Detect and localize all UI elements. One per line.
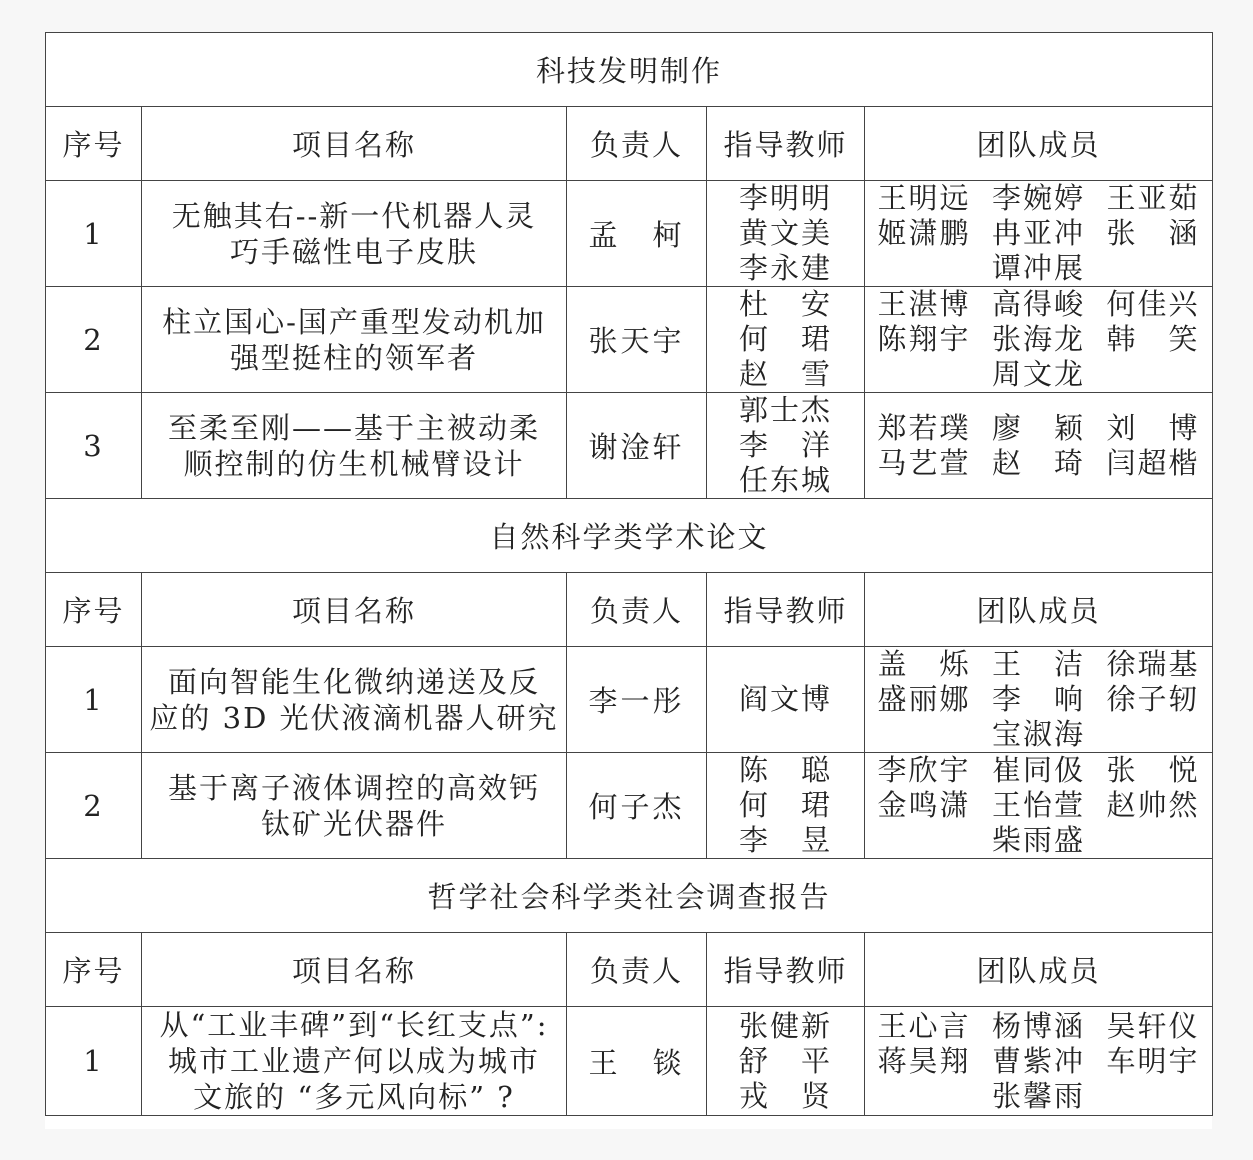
row-number: 2 [46, 287, 142, 393]
row-number: 3 [46, 393, 142, 499]
col-header-members: 团队成员 [865, 107, 1213, 181]
member-name: 韩 笑 [1106, 322, 1200, 356]
project-name-line: 城市工业遗产何以成为城市 [167, 1044, 540, 1078]
member-name: 陈翔宇 [877, 322, 971, 356]
award-table-sheet [45, 32, 1212, 1129]
member-name: 盛丽娜 [877, 682, 971, 716]
row-number: 1 [46, 647, 142, 753]
leader-name: 李一彤 [567, 647, 707, 753]
project-name [142, 647, 567, 753]
project-name-line: 应的 3D 光伏液滴机器人研究 [149, 700, 559, 735]
member-name: 蒋昊翔 [877, 1043, 971, 1078]
member-name: 郑若璞 [877, 410, 971, 445]
col-header-no: 序号 [46, 107, 142, 181]
project-name-line: 面向智能生化微纳递送及反 [167, 664, 540, 699]
advisor-name: 李明明 [738, 181, 832, 215]
member-name: 崔同伋 [992, 753, 1086, 787]
advisor-name: 陈 聪 [738, 753, 832, 787]
table-row [46, 393, 1213, 499]
project-name-line: 基于离子液体调控的高效钙 [167, 770, 540, 805]
col-header-leader: 负责人 [567, 107, 707, 181]
member-list [865, 287, 1213, 393]
advisor-list [707, 1007, 865, 1116]
award-table-body [46, 33, 1213, 1116]
member-name: 冉亚冲 [992, 216, 1086, 250]
advisor-name: 黄文美 [738, 216, 832, 250]
advisor-name: 何 珺 [738, 322, 832, 356]
member-name: 王明远 [877, 181, 971, 215]
advisor-name: 何 珺 [738, 788, 832, 822]
member-name: 王心言 [877, 1008, 971, 1043]
member-name: 张 悦 [1106, 753, 1200, 787]
project-name-line: 柱立国心-国产重型发动机加 [162, 304, 546, 339]
project-name [142, 1007, 567, 1116]
member-name: 张 涵 [1106, 216, 1200, 250]
member-name: 曹紫冲 [992, 1043, 1086, 1078]
project-name-line: 从“工业丰碑”到“长红支点”: [159, 1008, 549, 1042]
member-name: 张海龙 [992, 322, 1086, 356]
member-name: 李婉婷 [992, 181, 1086, 215]
col-header-no: 序号 [46, 933, 142, 1007]
col-header-leader: 负责人 [567, 573, 707, 647]
advisor-name: 阎文博 [738, 682, 832, 716]
member-name: 车明宇 [1106, 1043, 1200, 1078]
member-name: 王怡萱 [992, 788, 1086, 822]
row-number: 2 [46, 753, 142, 859]
col-header-leader: 负责人 [567, 933, 707, 1007]
member-name: 刘 博 [1106, 410, 1200, 445]
col-header-advisor: 指导教师 [707, 933, 865, 1007]
member-name: 闫超楷 [1106, 445, 1200, 480]
table-row [46, 647, 1213, 753]
project-name [142, 181, 567, 287]
advisor-list [707, 753, 865, 859]
table-row [46, 1007, 1213, 1116]
project-name-line: 顺控制的仿生机械臂设计 [183, 446, 525, 481]
member-name: 赵帅然 [1106, 788, 1200, 822]
project-name-line: 强型挺柱的领军者 [229, 340, 478, 375]
member-name: 张馨雨 [992, 1078, 1086, 1113]
member-list [865, 647, 1213, 753]
member-name: 盖 烁 [877, 647, 971, 681]
advisor-name: 张健新 [738, 1008, 832, 1043]
advisor-name: 赵 雪 [738, 357, 832, 391]
project-name [142, 753, 567, 859]
member-name: 杨博涵 [992, 1008, 1086, 1043]
member-name: 王亚茹 [1106, 181, 1200, 215]
advisor-list [707, 181, 865, 287]
row-number: 1 [46, 1007, 142, 1116]
member-name: 王湛博 [877, 287, 971, 321]
project-name [142, 393, 567, 499]
col-header-project-name: 项目名称 [142, 933, 567, 1007]
table-row [46, 287, 1213, 393]
member-name: 吴轩仪 [1106, 1008, 1200, 1043]
leader-name: 何子杰 [567, 753, 707, 859]
project-name-line: 无触其右--新一代机器人灵 [171, 198, 537, 233]
member-name: 王 洁 [992, 647, 1086, 681]
section-title-row [46, 499, 1213, 573]
member-name: 李 响 [992, 682, 1086, 716]
project-name-line: 巧手磁性电子皮肤 [229, 234, 478, 269]
advisor-list [707, 647, 865, 753]
member-list [865, 181, 1213, 287]
advisor-name: 任东城 [738, 463, 832, 497]
advisor-name: 戎 贤 [738, 1078, 832, 1113]
header-row [46, 933, 1213, 1007]
header-row [46, 573, 1213, 647]
table-row [46, 181, 1213, 287]
leader-name: 张天宇 [567, 287, 707, 393]
member-name: 周文龙 [992, 357, 1086, 391]
member-name: 宝淑海 [992, 717, 1086, 751]
leader-name: 孟 柯 [567, 181, 707, 287]
advisor-list [707, 393, 865, 499]
col-header-no: 序号 [46, 573, 142, 647]
member-name: 何佳兴 [1106, 287, 1200, 321]
member-name: 马艺萱 [877, 445, 971, 480]
member-name: 金鸣潇 [877, 788, 971, 822]
section-title: 哲学社会科学类社会调查报告 [46, 859, 1213, 933]
member-name: 李欣宇 [877, 753, 971, 787]
project-name-line: 文旅的 “多元风向标” ? [193, 1080, 515, 1114]
section-title-row [46, 33, 1213, 107]
col-header-advisor: 指导教师 [707, 107, 865, 181]
table-row [46, 753, 1213, 859]
section-title: 自然科学类学术论文 [46, 499, 1213, 573]
member-name: 谭冲展 [992, 251, 1086, 285]
project-name-line: 至柔至刚——基于主被动柔 [167, 410, 540, 445]
advisor-name: 舒 平 [738, 1043, 832, 1078]
header-row [46, 107, 1213, 181]
section-title: 科技发明制作 [46, 33, 1213, 107]
award-table [45, 32, 1213, 1116]
member-name: 徐子轫 [1106, 682, 1200, 716]
advisor-name: 李 洋 [738, 428, 832, 462]
member-name: 赵 琦 [992, 445, 1086, 480]
advisor-name: 李 昱 [738, 823, 832, 857]
member-name: 徐瑞基 [1106, 647, 1200, 681]
member-name: 柴雨盛 [992, 823, 1086, 857]
advisor-list [707, 287, 865, 393]
leader-name: 谢淦轩 [567, 393, 707, 499]
project-name-line: 钛矿光伏器件 [260, 806, 447, 841]
member-list [865, 753, 1213, 859]
member-list [865, 393, 1213, 499]
member-name: 姬潇鹏 [877, 216, 971, 250]
member-name: 廖 颖 [992, 410, 1086, 445]
col-header-project-name: 项目名称 [142, 573, 567, 647]
advisor-name: 郭士杰 [738, 393, 832, 427]
project-name [142, 287, 567, 393]
member-list [865, 1007, 1213, 1116]
col-header-advisor: 指导教师 [707, 573, 865, 647]
col-header-project-name: 项目名称 [142, 107, 567, 181]
member-name: 高得峻 [992, 287, 1086, 321]
advisor-name: 李永建 [738, 251, 832, 285]
section-title-row [46, 859, 1213, 933]
leader-name: 王 锬 [567, 1007, 707, 1116]
col-header-members: 团队成员 [865, 573, 1213, 647]
advisor-name: 杜 安 [738, 287, 832, 321]
row-number: 1 [46, 181, 142, 287]
col-header-members: 团队成员 [865, 933, 1213, 1007]
